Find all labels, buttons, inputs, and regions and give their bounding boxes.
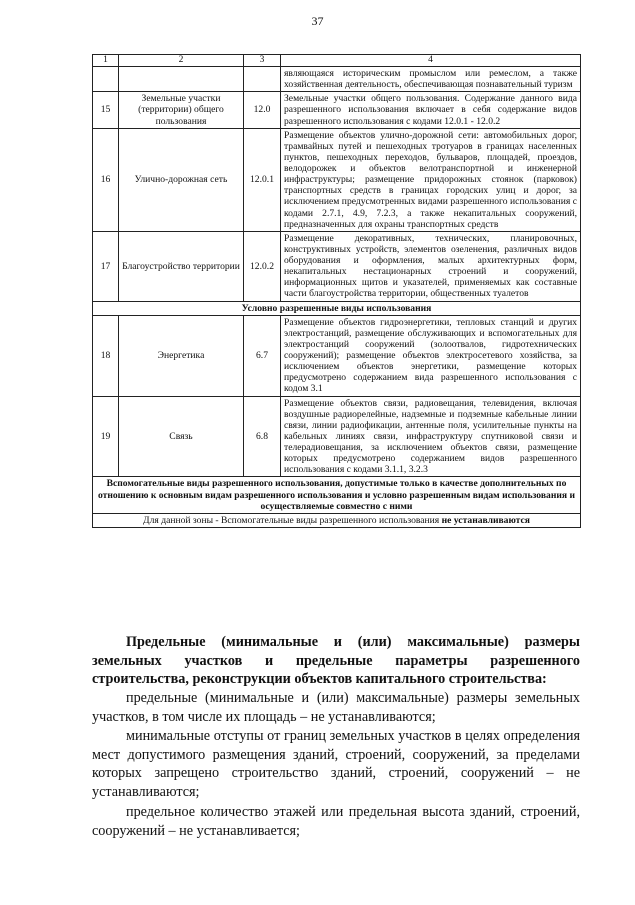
- row-number: 16: [93, 128, 119, 231]
- table-row: [93, 67, 581, 92]
- paragraph-floors: предельное количество этажей или предельная высота зданий, строений, сооружений – не устанавливается;: [92, 804, 580, 839]
- row-number: 17: [93, 231, 119, 301]
- header-col-4: 4: [281, 55, 581, 67]
- row-code: 12.0.1: [244, 128, 281, 231]
- row-description: Земельные участки общего пользования. Содержание данного вида разрешенного использования включает в себя содержание видов разрешенного использования с кодами 12.0.1 - 12.0.2: [281, 92, 581, 128]
- row-name: Земельные участки (территории) общего пользования: [119, 92, 244, 128]
- row-code: 6.7: [244, 315, 281, 396]
- footer-prefix: Для данной зоны - Вспомогательные виды разрешенного использования: [143, 514, 442, 526]
- row-description: являющаяся историческим промыслом или ремеслом, а также хозяйственная деятельность, обеспечивающая познавательный туризм: [281, 67, 581, 92]
- row-name: Благоустройство территории: [119, 231, 244, 301]
- row-name: Связь: [119, 396, 244, 477]
- row-code: 12.0: [244, 92, 281, 128]
- row-description: Размещение объектов улично-дорожной сети: автомобильных дорог, трамвайных путей и пешеходных тротуаров в границах населенных пунктов, пешеходных переходов, бульваров, площадей, проездов, велодорожек и объектов велотранспортной и инженерной инфраструктуры; размещение придорожных стоянок (парковок) транспортных средств в границах городских улиц и дорог, за исключением предусмотренных видами разрешенного использования с кодами 2.7.1, 4.9, 7.2.3, а также некапитальных сооружений, предназначенных для охраны транспортных средств: [281, 128, 581, 231]
- row-number: 19: [93, 396, 119, 477]
- row-number: 18: [93, 315, 119, 396]
- limits-heading: Предельные (минимальные и (или) максимальные) размеры земельных участков и предельные параметры разрешенного строительства, реконструкции объектов капитального строительства:: [92, 634, 580, 688]
- row-description: Размещение объектов гидроэнергетики, тепловых станций и других электростанций, размещение обслуживающих и вспомогательных для электростанций сооружений (золоотвалов, гидротехнических сооружений); размещение объектов электросетевого хозяйства, за исключением объектов энергетики, размещение которых предусмотрено содержанием вида разрешенного использования с кодом 3.1: [281, 315, 581, 396]
- paragraph-setbacks: минимальные отступы от границ земельных участков в целях определения мест допустимого размещения зданий, строений, сооружений, за пределами которых запрещено строительство зданий, строений, сооружений – не устанавливаются;: [92, 728, 580, 800]
- row-description: Размещение декоративных, технических, планировочных, конструктивных устройств, элементов озеленения, различных видов оборудования и оформления, малых архитектурных форм, некапитальных нестационарных строений и сооружений, информационных щитов и указателей, применяемых как составные части благоустройства территории, общественных туалетов: [281, 231, 581, 301]
- table-row: [93, 128, 581, 231]
- section-row-auxiliary: [93, 477, 581, 513]
- table-row: [93, 92, 581, 128]
- section-row-conditional: [93, 301, 581, 315]
- row-code: 6.8: [244, 396, 281, 477]
- header-col-3: 3: [244, 55, 281, 67]
- table-footer-row: [93, 513, 581, 527]
- table-row: [93, 315, 581, 396]
- land-use-table: [92, 54, 581, 528]
- row-description: Размещение объектов связи, радиовещания, телевидения, включая воздушные радиорелейные, надземные и подземные кабельные линии связи, линии радиофикации, антенные поля, усилительные пункты на кабельных линиях связи, инфраструктуру спутниковой связи и телерадиовещания, за исключением объектов связи, размещение которых предусмотрено содержанием видов разрешенного использования с кодами 3.1.1, 3.2.3: [281, 396, 581, 477]
- footer-cell: [93, 513, 581, 527]
- row-name: Энергетика: [119, 315, 244, 396]
- header-col-1: 1: [93, 55, 119, 67]
- table-row: [93, 396, 581, 477]
- table-row: [93, 231, 581, 301]
- row-number: 15: [93, 92, 119, 128]
- footer-emphasis: не устанавливаются: [441, 514, 530, 526]
- table-header-row: [93, 55, 581, 67]
- row-code: 12.0.2: [244, 231, 281, 301]
- row-name: Улично-дорожная сеть: [119, 128, 244, 231]
- page-number: 37: [311, 14, 324, 28]
- section-title: Условно разрешенные виды использования: [93, 301, 581, 315]
- auxiliary-heading: Вспомогательные виды разрешенного использования, допустимые только в качестве дополнительных по отношению к основным видам разрешенного использования и условно разрешенным видам использования и осуществляемые совместно с ними: [93, 477, 581, 513]
- paragraph-plot-size: предельные (минимальные и (или) максимальные) размеры земельных участков, в том числе их площадь – не устанавливаются;: [92, 690, 580, 725]
- header-col-2: 2: [119, 55, 244, 67]
